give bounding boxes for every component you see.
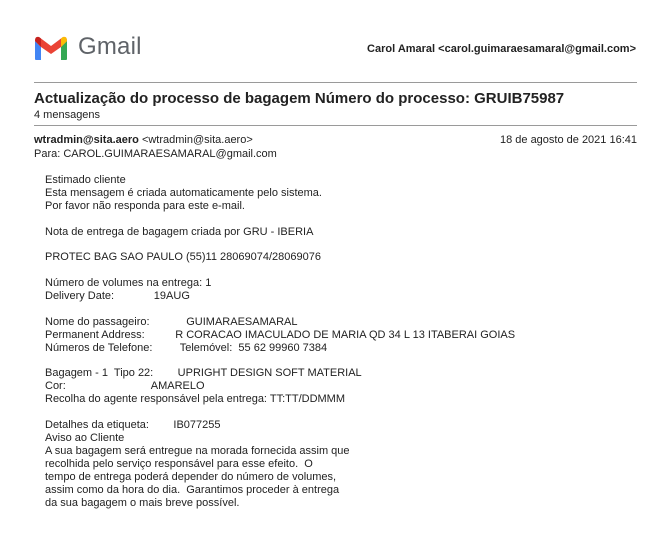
body-delivery-date: Delivery Date: 19AUG — [45, 290, 190, 302]
body-greeting: Estimado cliente — [45, 174, 126, 186]
body-notice-line5: da sua bagagem o mais breve possível. — [45, 497, 240, 509]
body-notice-line4: assim como da hora do dia. Garantimos proceder à entrega — [45, 484, 340, 496]
body-notice-title: Aviso ao Cliente — [45, 432, 125, 444]
body-notice-line2: recolhida pelo serviço responsável para esse efeito. O — [45, 458, 313, 470]
body-auto-line2: Por favor não responda para este e-mail. — [45, 200, 245, 212]
sender-name: wtradmin@sita.aero — [34, 134, 139, 146]
header-divider — [34, 82, 637, 83]
sender-email: <wtradmin@sita.aero> — [141, 134, 253, 146]
gmail-wordmark: Gmail — [78, 33, 142, 60]
body-pickup: Recolha do agente responsável pela entrega: TT:TT/DDMMM — [45, 393, 345, 405]
message-count: 4 mensagens — [34, 109, 101, 121]
body-notice-line1: A sua bagagem será entregue na morada fornecida assim que — [45, 445, 350, 457]
account-identity: Carol Amaral <carol.guimaraesamaral@gmail.com> — [367, 43, 636, 55]
body-volumes: Número de volumes na entrega: 1 — [45, 277, 212, 289]
subject-divider — [34, 125, 637, 126]
gmail-m-icon — [34, 35, 68, 61]
body-color: Cor: AMARELO — [45, 380, 205, 392]
body-passenger-name: Nome do passageiro: GUIMARAESAMARAL — [45, 316, 298, 328]
message-date: 18 de agosto de 2021 16:41 — [499, 134, 637, 146]
body-auto-line1: Esta mensagem é criada automaticamente pelo sistema. — [45, 187, 322, 199]
gmail-logo[interactable] — [34, 33, 142, 63]
message-sender — [34, 134, 253, 146]
body-permanent-address: Permanent Address: R CORACAO IMACULADO DE MARIA QD 34 L 13 ITABERAI GOIAS — [45, 329, 516, 341]
message-recipient: Para: CAROL.GUIMARAESAMARAL@gmail.com — [34, 148, 277, 160]
body-protec: PROTEC BAG SAO PAULO (55)11 28069074/28069076 — [45, 251, 321, 263]
body-notice-line3: tempo de entrega poderá depender do número de volumes, — [45, 471, 337, 483]
body-nota: Nota de entrega de bagagem criada por GRU - IBERIA — [45, 226, 314, 238]
thread-subject: Actualização do processo de bagagem Número do processo: GRUIB75987 — [34, 90, 565, 107]
body-label-details: Detalhes da etiqueta: IB077255 — [45, 419, 221, 431]
body-bag-type: Bagagem - 1 Tipo 22: UPRIGHT DESIGN SOFT MATERIAL — [45, 367, 362, 379]
body-phone: Números de Telefone: Telemóvel: 55 62 99960 7384 — [45, 342, 328, 354]
